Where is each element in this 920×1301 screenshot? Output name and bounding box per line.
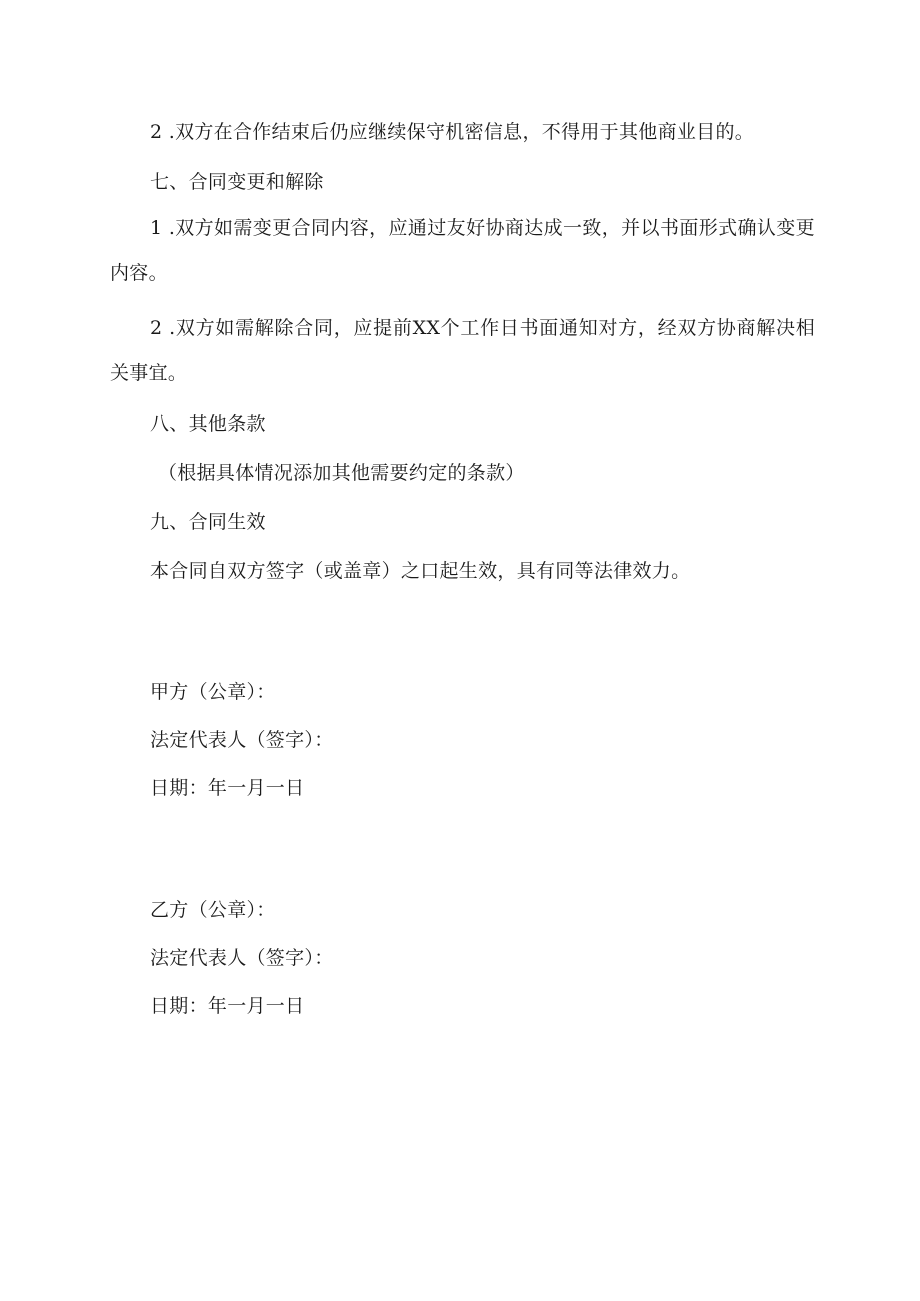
party-b-seal-label: 乙方（公章）： <box>150 899 276 921</box>
section-7-clause-1: 1 .双方如需变更合同内容，应通过友好协商达成一致，并以书面形式确认变更内容。 <box>110 217 815 284</box>
section-8-note: （根据具体情况添加其他需要约定的条款） <box>158 462 525 484</box>
party-b-representative-label: 法定代表人（签字）： <box>150 947 334 969</box>
section-8-heading: 八、其他条款 <box>150 413 266 435</box>
section-7-clause-2: 2 .双方如需解除合同，应提前XX个工作日书面通知对方，经双方协商解决相关事宜。 <box>110 317 815 384</box>
party-a-date-label: 日期：年一月一日 <box>150 777 305 799</box>
party-a-seal-label: 甲方（公章）： <box>150 681 276 703</box>
party-b-date-label: 日期：年一月一日 <box>150 995 305 1017</box>
section-9-text: 本合同自双方签字（或盖章）之口起生效，具有同等法律效力。 <box>150 560 691 582</box>
party-a-representative-label: 法定代表人（签字）： <box>150 729 334 751</box>
section-9-heading: 九、合同生效 <box>150 511 266 533</box>
confidentiality-clause-2: 2 .双方在合作结束后仍应继续保守机密信息，不得用于其他商业目的。 <box>150 121 755 143</box>
section-7-heading: 七、合同变更和解除 <box>150 171 324 193</box>
